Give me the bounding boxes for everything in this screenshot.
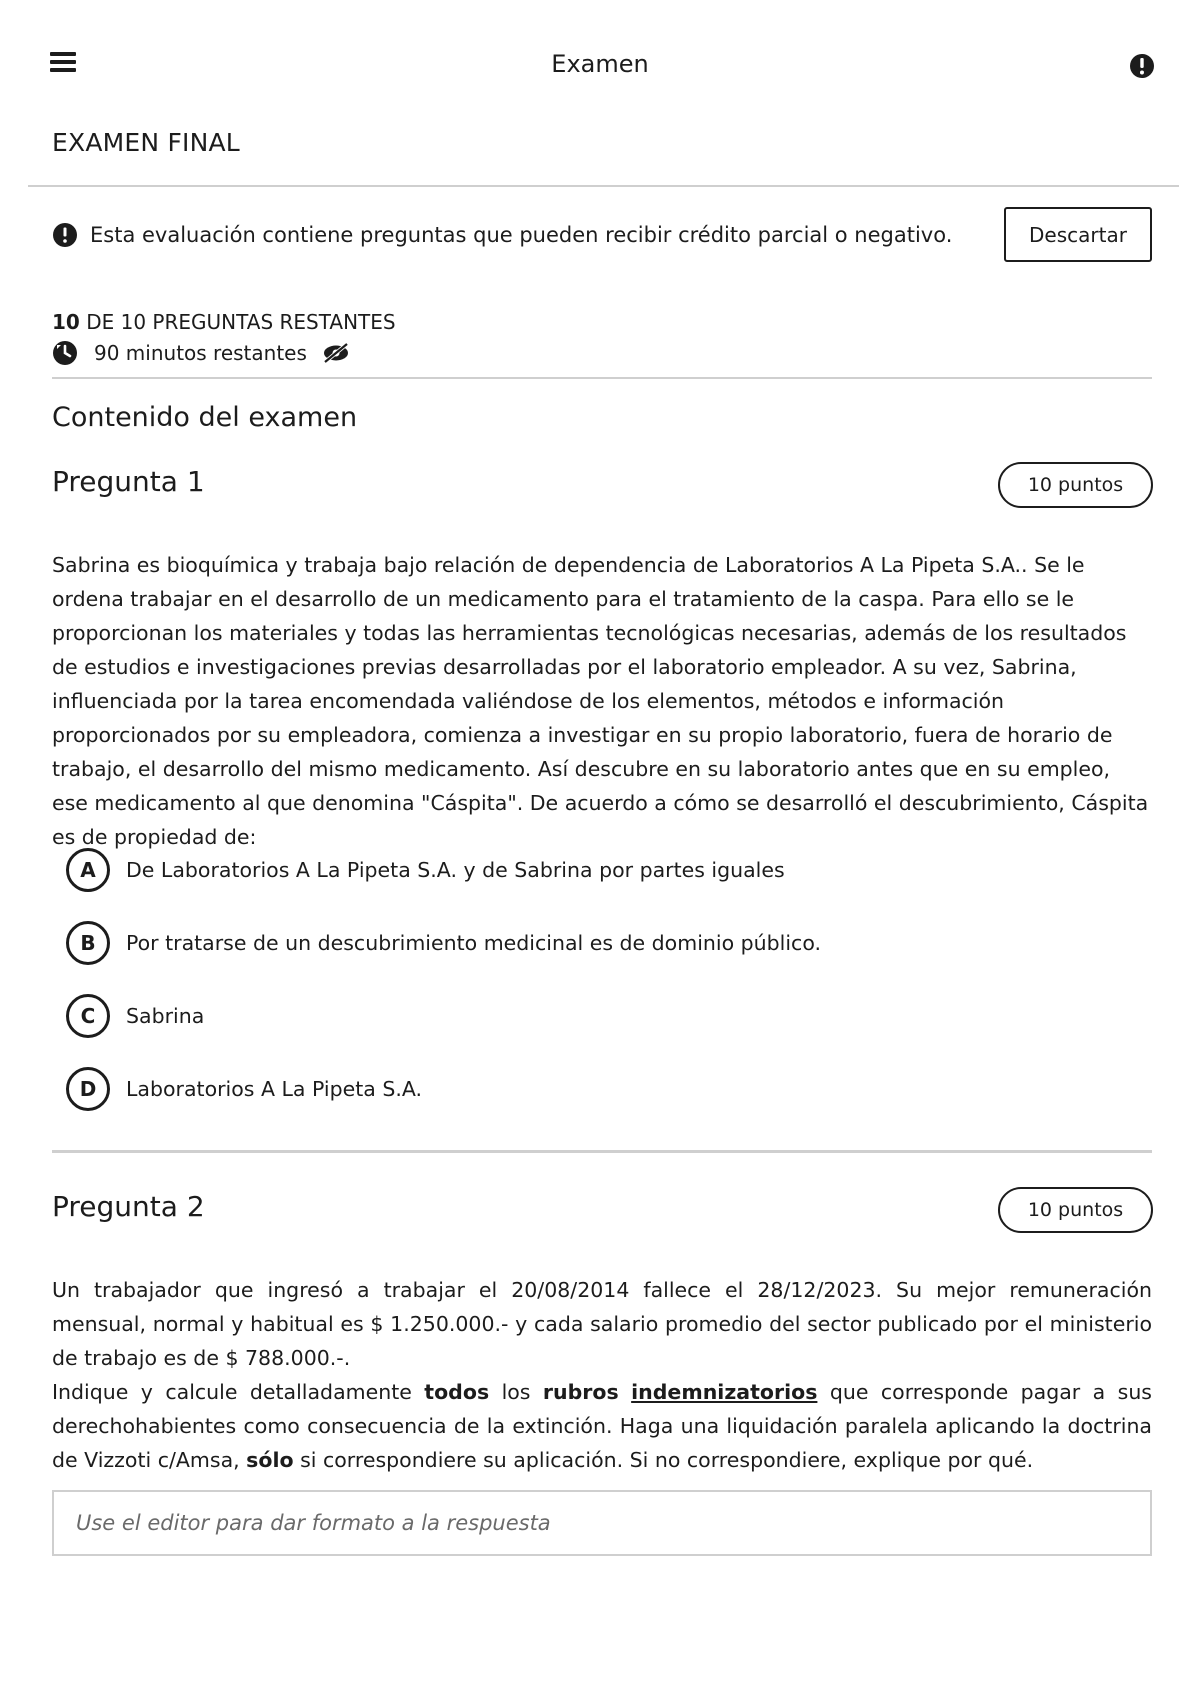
- option-text: De Laboratorios A La Pipeta S.A. y de Sabrina por partes iguales: [126, 858, 785, 882]
- timer-icon: [52, 340, 78, 366]
- questions-remaining: [52, 310, 396, 334]
- question-1-points-badge: 10 puntos: [998, 462, 1153, 508]
- notice-text: Esta evaluación contiene preguntas que pueden recibir crédito parcial o negativo.: [90, 223, 953, 247]
- question-2-paragraph-1: Un trabajador que ingresó a trabajar el 20/08/2014 fallece el 28/12/2023. Su mejor remuneración mensual, normal y habitual es $ 1.250.000.- y cada salario promedio del sector publicado por el ministerio de trabajo es de $ 788.000.-.: [52, 1278, 1152, 1370]
- exam-title: EXAMEN FINAL: [52, 128, 240, 157]
- time-remaining-text: 90 minutos restantes: [94, 341, 307, 365]
- time-remaining: [52, 340, 351, 366]
- divider: [52, 1150, 1152, 1153]
- partial-credit-notice: [52, 222, 952, 248]
- option-letter: C: [66, 994, 110, 1038]
- question-2-paragraph-2: Indique y calcule detalladamente todos los rubros indemnizatorios que corresponde pagar a sus derechohabientes como consecuencia de la extinción. Haga una liquidación paralela aplicando la doctrina de Vizzoti c/Amsa, sólo si correspondiere su aplicación. Si no correspondiere, explique por qué.: [52, 1380, 1152, 1472]
- question-1-text: Sabrina es bioquímica y trabaja bajo relación de dependencia de Laboratorios A La Pipeta S.A.. Se le ordena trabajar en el desarrollo de un medicamento para el tratamiento de la caspa. Para ello se le proporcionan los materiales y todas las herramientas tecnológicas necesarias, además de los resultados de estudios e investigaciones previas desarrolladas por el laboratorio empleador. A su vez, Sabrina, influenciada por la tarea encomendada valiéndose de los elementos, métodos e información proporcionados por su empleadora, comienza a investigar en su propio laboratorio, fuera de horario de trabajo, el desarrollo del mismo medicamento. Así descubre en su laboratorio antes que en su empleo, ese medicamento al que denomina "Cáspita". De acuerdo a cómo se desarrolló el descubrimiento, Cáspita es de propiedad de:: [52, 553, 1149, 849]
- question-2-text: [52, 1273, 1152, 1477]
- alert-icon[interactable]: [1128, 52, 1156, 80]
- remaining-count: 10: [52, 310, 80, 334]
- divider: [52, 377, 1152, 379]
- divider: [28, 185, 1179, 187]
- remaining-label: DE 10 PREGUNTAS RESTANTES: [86, 310, 396, 334]
- option-text: Laboratorios A La Pipeta S.A.: [126, 1077, 423, 1101]
- question-1-option-d[interactable]: [66, 1067, 422, 1111]
- top-bar: [0, 0, 1200, 130]
- question-1-option-c[interactable]: [66, 994, 204, 1038]
- warning-icon: [52, 222, 78, 248]
- question-2-title: Pregunta 2: [52, 1190, 205, 1223]
- hide-timer-icon[interactable]: [321, 341, 351, 365]
- page-title: Examen: [551, 50, 649, 78]
- option-text: Por tratarse de un descubrimiento medicinal es de dominio público.: [126, 931, 822, 955]
- option-letter: D: [66, 1067, 110, 1111]
- option-letter: A: [66, 848, 110, 892]
- question-1-title: Pregunta 1: [52, 465, 205, 498]
- question-1-option-a[interactable]: [66, 848, 785, 892]
- content-heading: Contenido del examen: [52, 402, 358, 433]
- option-letter: B: [66, 921, 110, 965]
- question-2-answer-editor[interactable]: [52, 1490, 1152, 1556]
- question-1-option-b[interactable]: [66, 921, 821, 965]
- option-text: Sabrina: [126, 1004, 205, 1028]
- discard-button[interactable]: Descartar: [1004, 207, 1152, 262]
- question-2-points-badge: 10 puntos: [998, 1187, 1153, 1233]
